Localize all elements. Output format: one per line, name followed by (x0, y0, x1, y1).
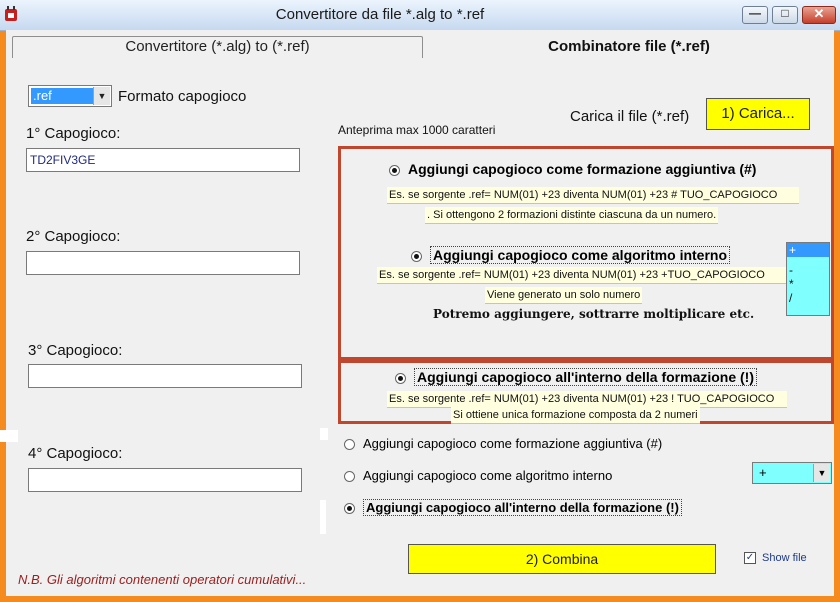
box1-option-1[interactable]: Aggiungi capogioco come formazione aggiuntiva (#) (389, 161, 756, 177)
cap3-label: 3° Capogioco: (28, 342, 123, 359)
choice-option-3[interactable]: Aggiungi capogioco all'interno della formazione (!) (344, 500, 682, 515)
choice-option-1[interactable]: Aggiungi capogioco come formazione aggiuntiva (#) (344, 436, 662, 451)
minimize-button[interactable] (742, 6, 768, 24)
window-border (0, 596, 840, 602)
box2-option[interactable]: Aggiungi capogioco all'interno della formazione (!) (395, 369, 757, 385)
choice-option-2[interactable]: Aggiungi capogioco come algoritmo interno (344, 468, 612, 483)
footer-note: N.B. Gli algoritmi contenenti operatori cumulativi... (18, 572, 307, 587)
list-item[interactable]: * (789, 277, 794, 291)
title-bar (0, 0, 840, 31)
format-label: Formato capogioco (118, 88, 247, 105)
maximize-button[interactable] (772, 6, 798, 24)
radio-icon[interactable] (411, 251, 422, 262)
cap2-label: 2° Capogioco: (26, 228, 121, 245)
cap4-label: 4° Capogioco: (28, 445, 123, 462)
radio-icon[interactable] (344, 471, 355, 482)
load-label: Carica il file (*.ref) (570, 108, 690, 125)
cap1-input[interactable]: TD2FIV3GE (26, 148, 300, 172)
option-box-1 (338, 146, 834, 360)
list-item[interactable]: + (787, 243, 829, 257)
show-file-checkbox[interactable]: ✓ Show file (745, 552, 807, 564)
box1-note-5: Potremo aggiungere, sottrarre moltiplicare etc. (433, 307, 755, 321)
box1-note-1: Es. se sorgente .ref= NUM(01) +23 diventa NUM(01) +23 # TUO_CAPOGIOCO (387, 187, 799, 204)
format-selected: .ref (31, 88, 93, 104)
preview-label: Anteprima max 1000 caratteri (338, 123, 496, 137)
radio-icon[interactable] (344, 439, 355, 450)
radio-icon[interactable] (389, 165, 400, 176)
combine-button[interactable]: 2) Combina (408, 544, 716, 574)
load-button[interactable]: 1) Carica... (706, 98, 810, 130)
format-select[interactable] (28, 85, 112, 107)
operator-list[interactable] (786, 242, 830, 316)
cap3-input[interactable] (28, 364, 302, 388)
seam (320, 500, 326, 534)
cap4-input[interactable] (28, 468, 302, 492)
seam (0, 430, 18, 442)
box1-note-3: Es. se sorgente .ref= NUM(01) +23 diventa NUM(01) +23 +TUO_CAPOGIOCO (377, 267, 793, 284)
box1-note-4: Viene generato un solo numero (485, 287, 642, 304)
tab-combinatore[interactable]: Combinatore file (*.ref) (424, 36, 834, 60)
cap2-input[interactable] (26, 251, 300, 275)
operator-selected: + (759, 465, 767, 480)
list-item[interactable]: - (789, 263, 793, 277)
seam (320, 428, 328, 440)
chevron-down-icon[interactable]: ▼ (93, 87, 110, 105)
radio-icon[interactable] (395, 373, 406, 384)
option-box-2 (338, 360, 834, 424)
list-item[interactable]: / (789, 291, 793, 305)
window-title: Convertitore da file *.alg to *.ref (275, 6, 485, 23)
cap1-label: 1° Capogioco: (26, 125, 121, 142)
close-button[interactable] (802, 6, 836, 24)
close-icon: ✕ (813, 6, 825, 21)
minimize-icon: — (749, 6, 761, 20)
tab-convertitore[interactable]: Convertitore (*.alg) to (*.ref) (12, 36, 423, 58)
box2-note-2: Si ottiene unica formazione composta da 2 numeri (451, 407, 700, 424)
box2-note-1: Es. se sorgente .ref= NUM(01) +23 diventa NUM(01) +23 ! TUO_CAPOGIOCO (387, 391, 787, 408)
radio-icon[interactable] (344, 503, 355, 514)
operator-select[interactable] (752, 462, 832, 484)
maximize-icon: □ (781, 6, 789, 20)
box1-note-2: . Si ottengono 2 formazioni distinte ciascuna da un numero. (425, 207, 718, 224)
main-panel (6, 30, 834, 598)
checkmark-icon[interactable]: ✓ (745, 552, 755, 564)
chevron-down-icon[interactable]: ▼ (813, 464, 830, 482)
box1-option-2[interactable]: Aggiungi capogioco come algoritmo interno (411, 247, 730, 263)
